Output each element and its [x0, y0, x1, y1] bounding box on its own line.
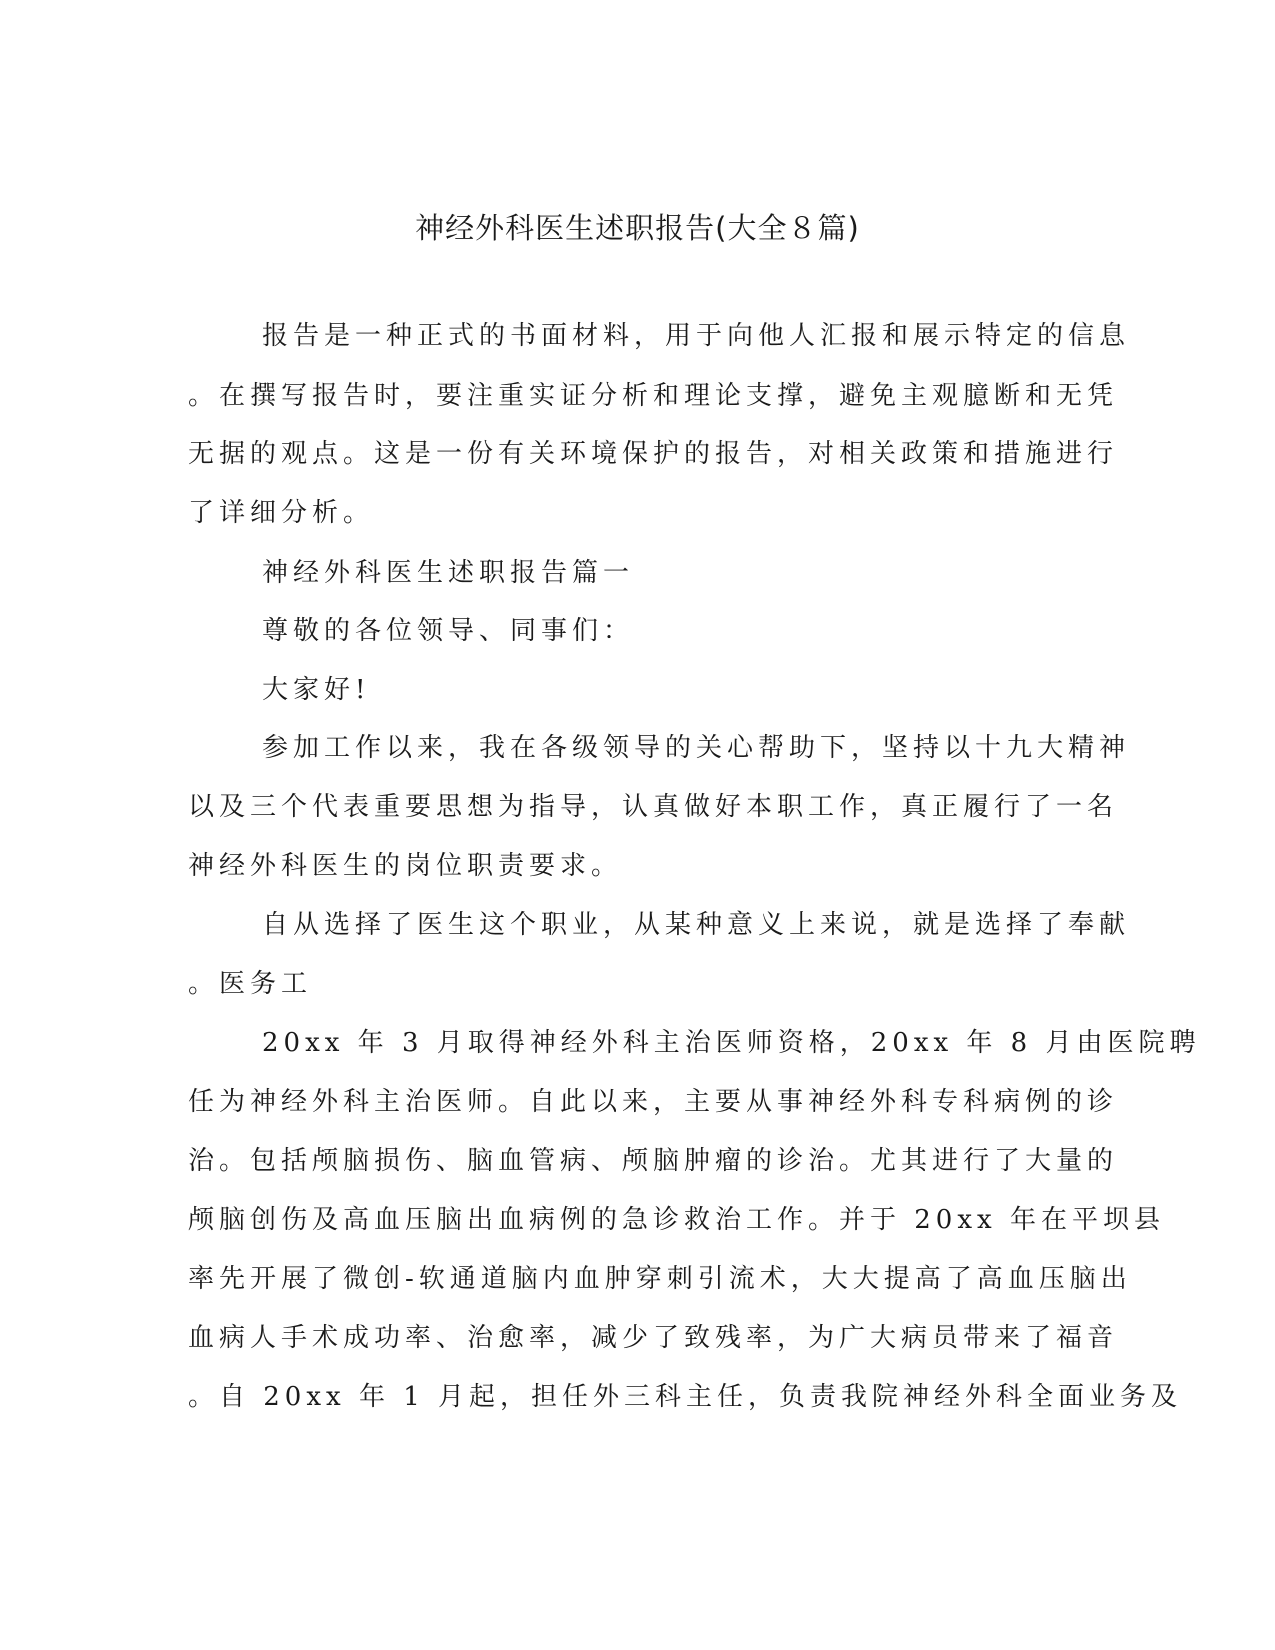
greeting: 大家好! [262, 675, 371, 705]
paragraph-line: 血病人手术成功率、治愈率，减少了致残率，为广大病员带来了福音 [188, 1323, 1119, 1353]
paragraph-line: 。自 20xx 年 1 月起，担任外三科主任，负责我院神经外科全面业务及 [188, 1382, 1183, 1412]
paragraph-line: 20xx 年 3 月取得神经外科主治医师资格，20xx 年 8 月由医院聘 [262, 1028, 1201, 1058]
paragraph-line: 治。包括颅脑损伤、脑血管病、颅脑肿瘤的诊治。尤其进行了大量的 [188, 1146, 1119, 1176]
paragraph-line: 报告是一种正式的书面材料，用于向他人汇报和展示特定的信息 [262, 321, 1131, 351]
section-heading: 神经外科医生述职报告篇一 [262, 558, 635, 588]
document-title: 神经外科医生述职报告(大全８篇) [415, 211, 860, 245]
paragraph-line: 神经外科医生的岗位职责要求。 [188, 851, 623, 881]
paragraph-line: 参加工作以来，我在各级领导的关心帮助下，坚持以十九大精神 [262, 733, 1131, 763]
paragraph-line: 颅脑创伤及高血压脑出血病例的急诊救治工作。并于 20xx 年在平坝县 [188, 1205, 1165, 1235]
paragraph-line: 以及三个代表重要思想为指导，认真做好本职工作，真正履行了一名 [188, 792, 1119, 822]
paragraph-line: 了详细分析。 [188, 498, 375, 528]
paragraph-line: 率先开展了微创-软通道脑内血肿穿刺引流术，大大提高了高血压脑出 [188, 1264, 1132, 1294]
paragraph-line: 。医务工 [188, 969, 313, 999]
paragraph-line: 。在撰写报告时，要注重实证分析和理论支撑，避免主观臆断和无凭 [188, 381, 1119, 411]
salutation: 尊敬的各位领导、同事们： [262, 616, 635, 646]
paragraph-line: 自从选择了医生这个职业，从某种意义上来说，就是选择了奉献 [262, 910, 1131, 940]
paragraph-line: 无据的观点。这是一份有关环境保护的报告，对相关政策和措施进行 [188, 439, 1119, 469]
paragraph-line: 任为神经外科主治医师。自此以来，主要从事神经外科专科病例的诊 [188, 1087, 1119, 1117]
